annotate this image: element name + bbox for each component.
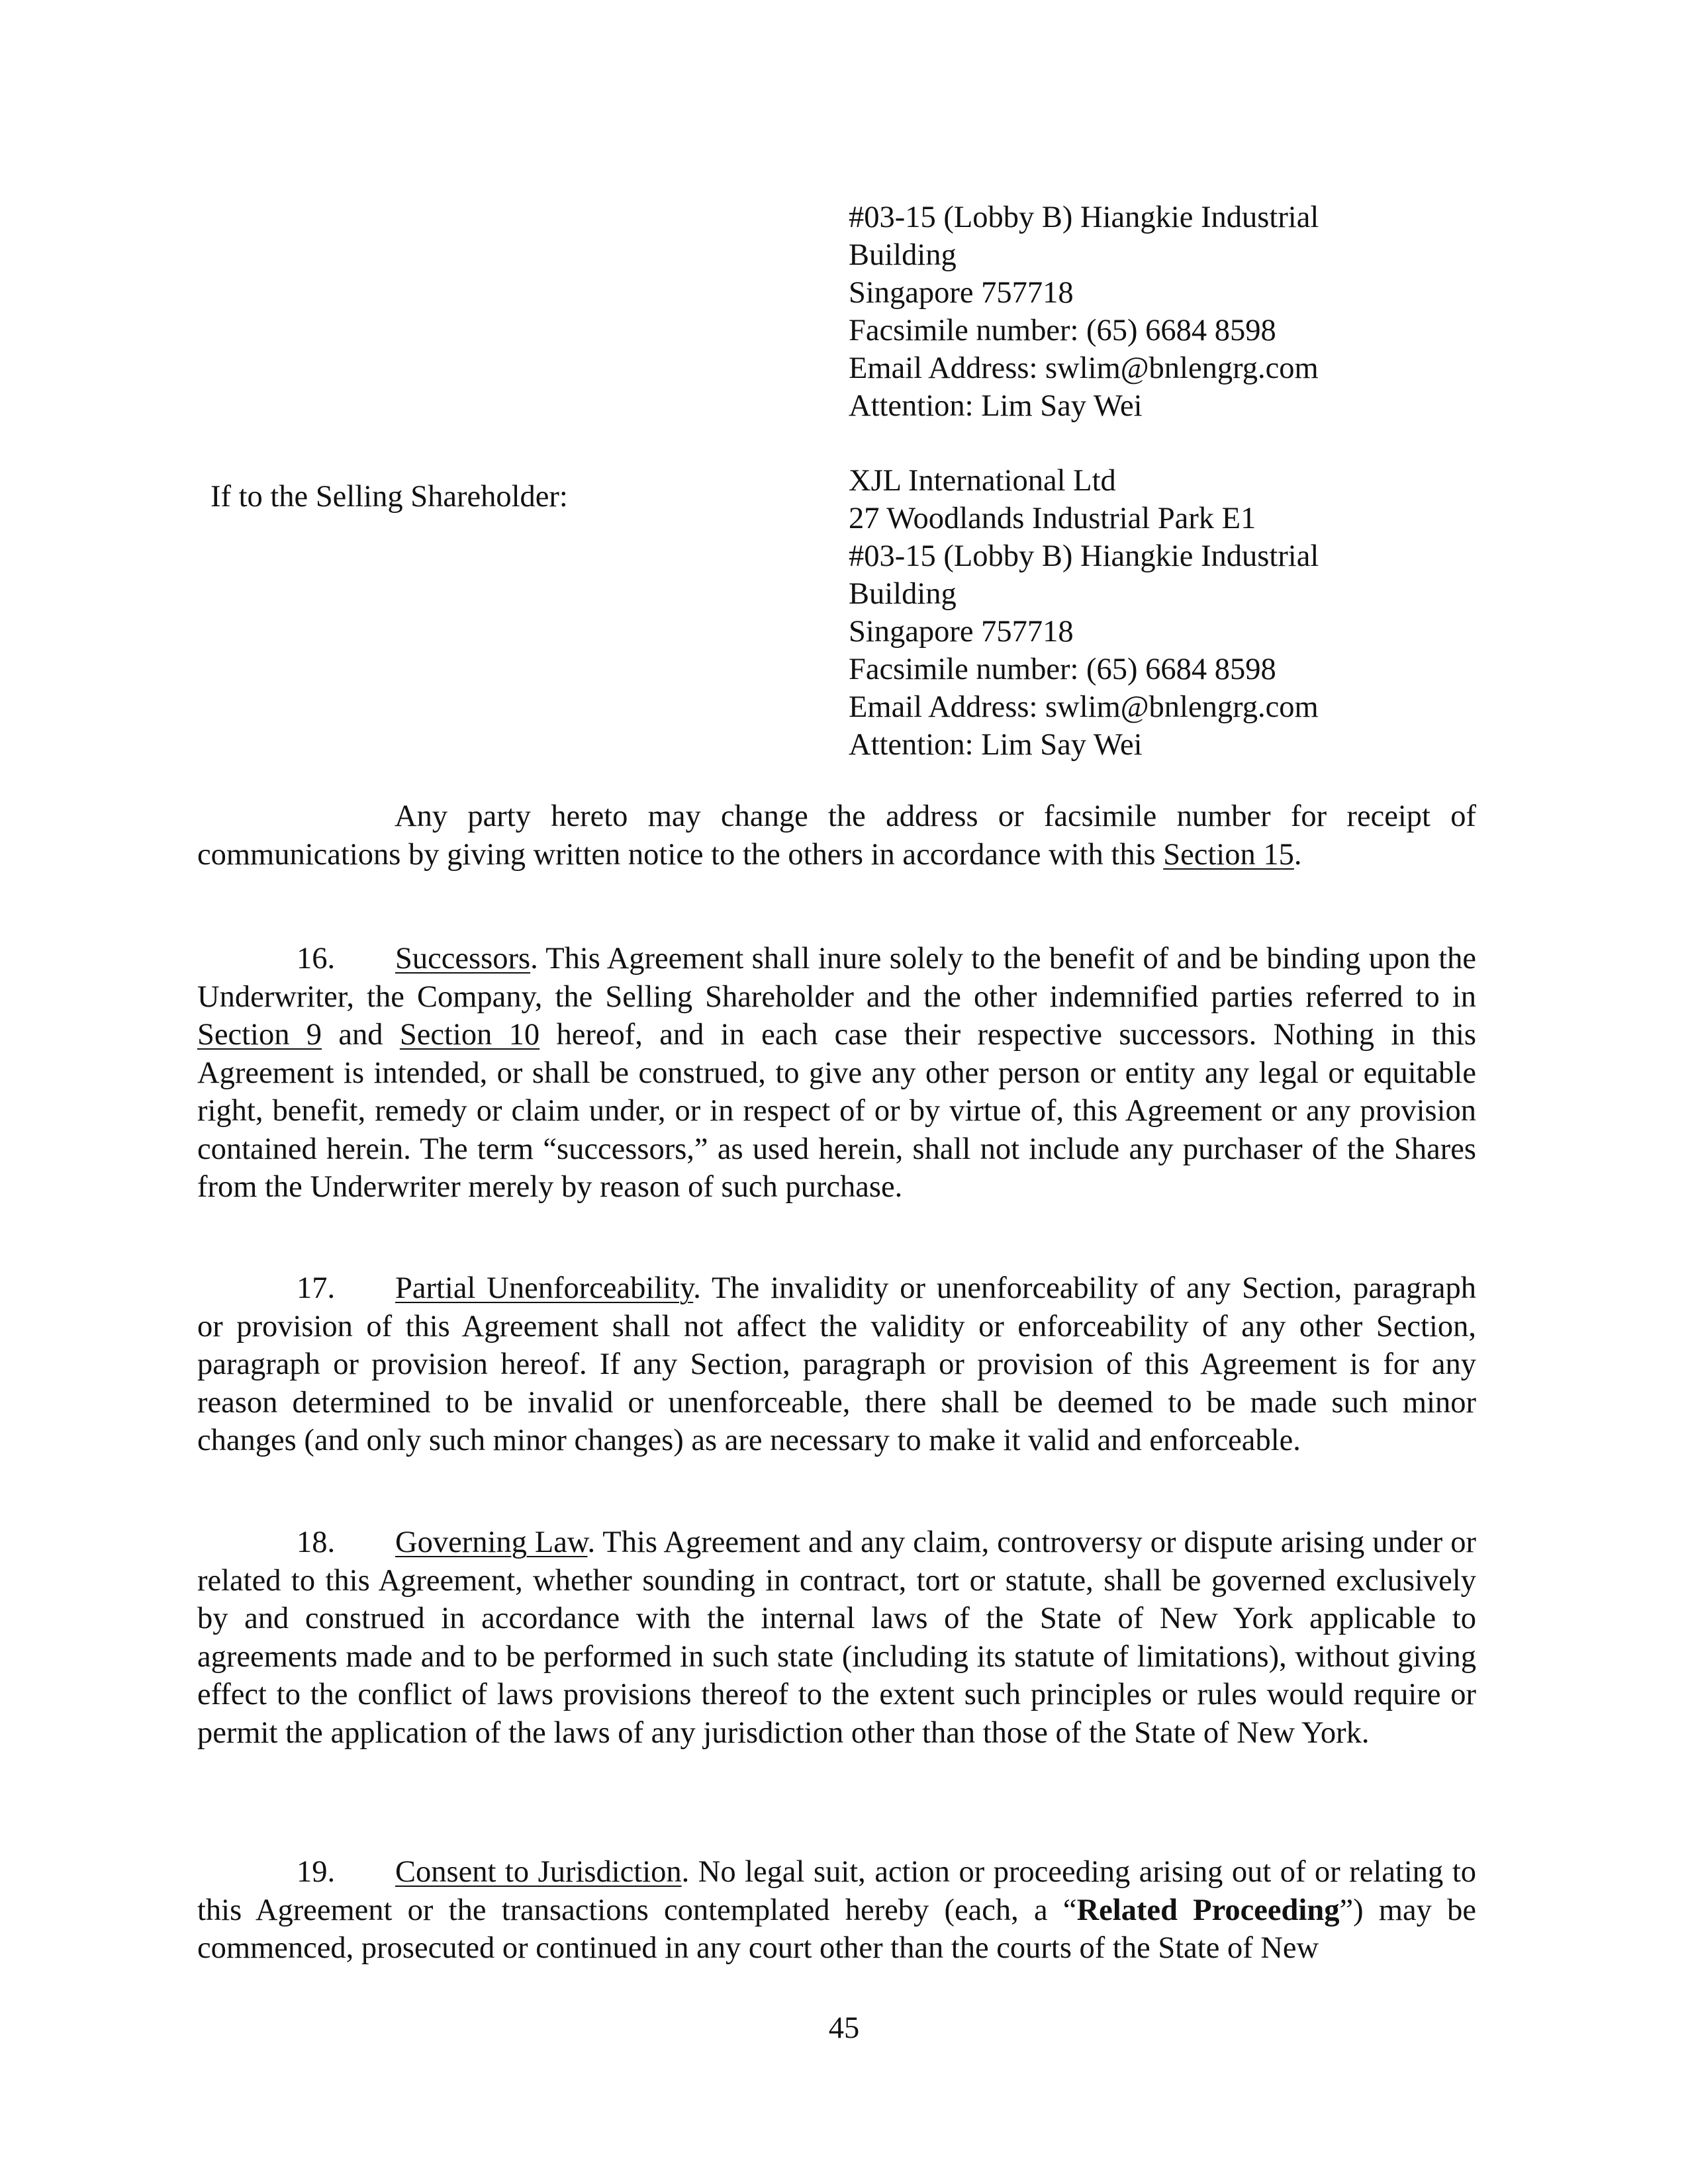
paragraph-text: Any party hereto may change the address or facsimile number for receipt of communications by giving written notice to the others in accordance with this bbox=[197, 799, 1476, 872]
paragraph-text: ”) may be commenced, prosecuted or continued in any court other than the courts of the State of New bbox=[197, 1893, 1477, 1965]
section-number: 17. bbox=[297, 1271, 336, 1305]
address-line: Email Address: swlim@bnlengrg.com bbox=[849, 351, 1319, 385]
paragraph-text: . This Agreement shall inure solely to the benefit of and be binding upon the Underwriter, the Company, the Selling Shareholder and the other indemnified parties referred to in bbox=[197, 942, 1476, 1014]
paragraph-text: . The invalidity or unenforceability of any Section, paragraph or provision of this Agreement shall not affect the validity or enforceability of any other Section, paragraph or provision hereof. If any Section, paragraph or provision of this Agreement is for any reason determined to be invalid or unenforceable, there shall be deemed to be made such minor changes (and only such minor changes) as are necessary to make it valid and enforceable. bbox=[197, 1271, 1476, 1457]
paragraph-text: . This Agreement and any claim, controversy or dispute arising under or related to this Agreement, whether sounding in contract, tort or statute, shall be governed exclusively by and construed in accordance with the internal laws of the State of New York applicable to agreements made and to be performed in such state (including its statute of limitations), without giving effect to the conflict of laws provisions thereof to the extent such principles or rules would require or permit the application of the laws of any jurisdiction other than those of the State of New York. bbox=[197, 1525, 1476, 1750]
address-line: Facsimile number: (65) 6684 8598 bbox=[849, 653, 1276, 686]
address-line: 27 Woodlands Industrial Park E1 bbox=[849, 502, 1256, 535]
section-18-paragraph bbox=[197, 1524, 1476, 1752]
address-line: #03-15 (Lobby B) Hiangkie Industrial bbox=[849, 539, 1319, 573]
address-line: Building bbox=[849, 577, 957, 611]
paragraph-text: . No legal suit, action or proceeding arising out of or relating to this Agreement or the transactions contemplated hereby (each, a “ bbox=[197, 1855, 1476, 1927]
section-heading: Governing Law bbox=[395, 1525, 588, 1559]
address-line: Attention: Lim Say Wei bbox=[849, 728, 1143, 762]
defined-term: Related Proceeding bbox=[1076, 1893, 1340, 1927]
section-19-paragraph bbox=[197, 1853, 1476, 1968]
address-line: Email Address: swlim@bnlengrg.com bbox=[849, 690, 1319, 724]
notice-change-paragraph bbox=[197, 797, 1476, 874]
section-reference: Section 15 bbox=[1163, 837, 1294, 872]
paragraph-text: hereof, and in each case their respective successors. Nothing in this Agreement is intended, or shall be construed, to give any other person or entity any legal or equitable right, benefit, remedy or claim under, or in respect of or by virtue of, this Agreement or any provision contained herein. The term “successors,” as used herein, shall not include any purchaser of the Shares from the Underwriter merely by reason of such purchase. bbox=[197, 1018, 1476, 1204]
address-line: Building bbox=[849, 238, 957, 272]
section-reference: Section 10 bbox=[399, 1018, 540, 1052]
selling-shareholder-label: If to the Selling Shareholder: bbox=[211, 480, 568, 514]
paragraph-text: . bbox=[1293, 837, 1302, 872]
section-number: 19. bbox=[297, 1855, 336, 1889]
address-line: Singapore 757718 bbox=[849, 615, 1074, 649]
section-heading: Consent to Jurisdiction bbox=[395, 1855, 682, 1889]
selling-shareholder-address bbox=[849, 462, 1319, 764]
section-17-paragraph bbox=[197, 1269, 1476, 1460]
section-reference: Section 9 bbox=[197, 1018, 322, 1052]
address-line: Attention: Lim Say Wei bbox=[849, 389, 1143, 423]
section-number: 18. bbox=[297, 1525, 336, 1559]
section-heading: Successors bbox=[395, 942, 531, 976]
address-line: XJL International Ltd bbox=[849, 464, 1116, 498]
section-16-paragraph bbox=[197, 940, 1476, 1206]
section-number: 16. bbox=[297, 942, 336, 976]
address-block-continued bbox=[849, 199, 1319, 425]
address-line: Facsimile number: (65) 6684 8598 bbox=[849, 314, 1276, 347]
paragraph-text: and bbox=[322, 1018, 400, 1052]
address-line: #03-15 (Lobby B) Hiangkie Industrial bbox=[849, 201, 1319, 234]
address-line: Singapore 757718 bbox=[849, 276, 1074, 310]
page-number: 45 bbox=[828, 2011, 860, 2045]
section-heading: Partial Unenforceability bbox=[395, 1271, 694, 1305]
